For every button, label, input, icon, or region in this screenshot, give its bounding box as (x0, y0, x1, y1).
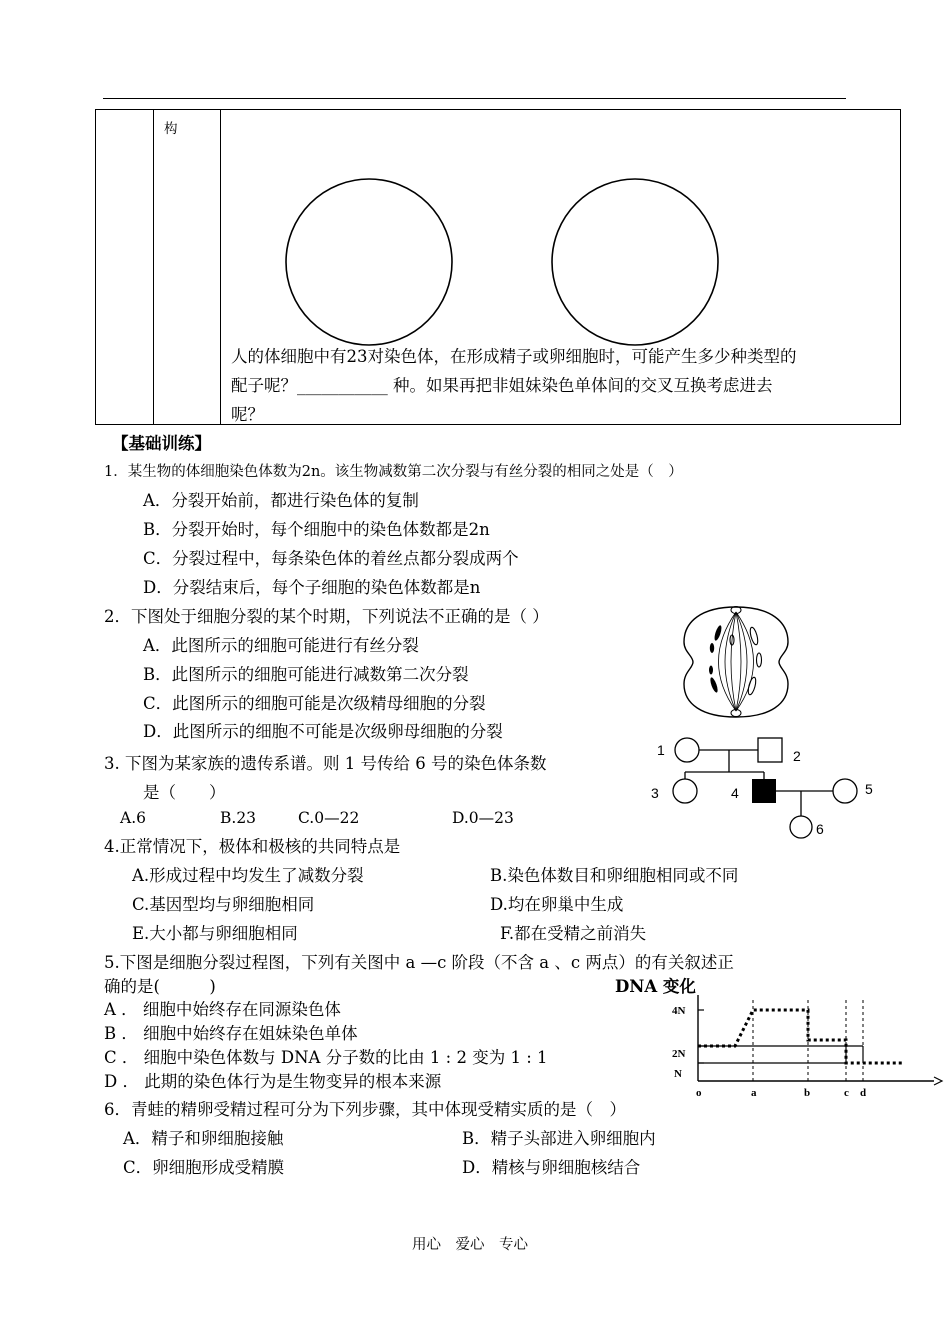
dna-chart-x-tick: b (804, 1087, 811, 1099)
question-1-option: D．分裂结束后，每个子细胞的染色体数都是n (143, 578, 481, 597)
question-3-option: A.6 (120, 809, 146, 827)
x-axis-arrow (934, 1077, 942, 1085)
pedigree-member-4-affected (752, 779, 776, 803)
table-col2-text: 构 (164, 121, 178, 137)
question-2-stem: 2．下图处于细胞分裂的某个时期，下列说法不正确的是（ ） (104, 607, 549, 626)
question-4-option: B.染色体数目和卵细胞相同或不同 (490, 866, 739, 885)
pedigree-label: 1 (657, 742, 665, 758)
table-paragraph-line: 呢？ (231, 405, 264, 424)
question-2-option: B．此图所示的细胞可能进行减数第二次分裂 (143, 665, 469, 684)
dna-chart-x-tick: o (696, 1087, 702, 1099)
header-rule (103, 98, 846, 99)
question-1-option: B．分裂开始时，每个细胞中的染色体数都是2n (143, 520, 490, 539)
blank-circle-right (552, 179, 718, 345)
dna-chart-x-tick: a (751, 1087, 757, 1099)
question-4-option: C.基因型均与卵细胞相同 (132, 895, 315, 914)
dna-chart-title: DNA 变化 (615, 977, 696, 996)
question-5-option: A ． 细胞中始终存在同源染色体 (104, 1000, 341, 1019)
question-5-option: C ． 细胞中染色体数与 DNA 分子数的比由 1 : 2 变为 1 : 1 (104, 1048, 548, 1067)
question-5-stem: 确的是( ) (104, 977, 216, 996)
chromosomes (709, 625, 723, 694)
question-6-option: D．精核与卵细胞核结合 (462, 1158, 641, 1177)
question-4-option: F.都在受精之前消失 (500, 924, 647, 943)
dna-chart-y-tick: N (674, 1068, 682, 1080)
question-2-option: A．此图所示的细胞可能进行有丝分裂 (143, 636, 419, 655)
question-4-option: A.形成过程中均发生了减数分裂 (132, 866, 364, 885)
chromosomes-hollow (730, 627, 762, 696)
spindle-fibers (719, 612, 754, 711)
table-paragraph-line: 人的体细胞中有23对染色体，在形成精子或卵细胞时，可能产生多少种类型的 (231, 347, 797, 366)
question-5-stem: 5.下图是细胞分裂过程图，下列有关图中 a —c 阶段（不含 a 、c 两点）的有关叙述正 (104, 953, 734, 972)
question-6-option: B．精子头部进入卵细胞内 (462, 1129, 656, 1148)
dna-chart-y-tick: 4N (672, 1005, 686, 1017)
dna-change-chart (668, 995, 945, 1100)
question-3-option: D.0—23 (452, 809, 514, 827)
question-1-option: A．分裂开始前，都进行染色体的复制 (143, 491, 419, 510)
dna-chart-x-tick: d (860, 1087, 867, 1099)
pedigree-label: 4 (731, 785, 739, 801)
blank-circle-left (286, 179, 452, 345)
dna-content-line (698, 1010, 903, 1063)
pedigree-label: 2 (793, 748, 801, 764)
pedigree-member-3 (673, 779, 697, 803)
blank-circles (280, 178, 730, 348)
table-column-divider (153, 109, 154, 425)
pedigree-member-2 (758, 738, 782, 762)
dna-chart-y-tick: 2N (672, 1048, 686, 1060)
question-5-option: D ． 此期的染色体行为是生物变异的根本来源 (104, 1072, 442, 1091)
pedigree-label: 6 (816, 821, 824, 837)
cell-outline (684, 607, 788, 717)
question-6-stem: 6．青蛙的精卵受精过程可分为下列步骤，其中体现受精实质的是（ ） (104, 1100, 626, 1119)
dna-chart-x-tick: c (844, 1087, 849, 1099)
question-5-option: B ． 细胞中始终存在姐妹染色单体 (104, 1024, 358, 1043)
question-1-option: C．分裂过程中，每条染色体的着丝点都分裂成两个 (143, 549, 519, 568)
pedigree-member-5 (833, 779, 857, 803)
pedigree-member-1 (675, 738, 699, 762)
question-4-option: D.均在卵巢中生成 (490, 895, 624, 914)
table-paragraph-line: 配子呢？___________ 种。如果再把非姐妹染色单体间的交叉互换考虑进去 (231, 376, 773, 395)
question-2-option: C．此图所示的细胞可能是次级精母细胞的分裂 (143, 694, 486, 713)
question-6-option: A．精子和卵细胞接触 (123, 1129, 284, 1148)
page-footer: 用心 爱心 专心 (412, 1237, 528, 1253)
question-1-stem: 1．某生物的体细胞染色体数为2n。该生物减数第二次分裂与有丝分裂的相同之处是（ ） (104, 464, 683, 480)
question-3-option: C.0—22 (298, 809, 360, 827)
question-4-option: E.大小都与卵细胞相同 (132, 924, 298, 943)
question-3-stem: 是（ ） (143, 783, 226, 802)
pedigree-label: 3 (651, 785, 659, 801)
pedigree-chart (645, 730, 885, 842)
question-4-stem: 4.正常情况下，极体和极核的共同特点是 (104, 837, 401, 856)
cell-division-figure (676, 600, 796, 722)
table-column-divider (220, 109, 221, 425)
pedigree-member-6 (790, 816, 812, 838)
question-2-option: D．此图所示的细胞不可能是次级卵母细胞的分裂 (143, 722, 503, 741)
pedigree-label: 5 (865, 781, 873, 797)
question-6-option: C．卵细胞形成受精膜 (123, 1158, 285, 1177)
section-title: 【基础训练】 (112, 434, 211, 453)
question-3-option: B.23 (220, 809, 257, 827)
question-3-stem: 3. 下图为某家族的遗传系谱。则 1 号传给 6 号的染色体条数 (104, 754, 547, 773)
